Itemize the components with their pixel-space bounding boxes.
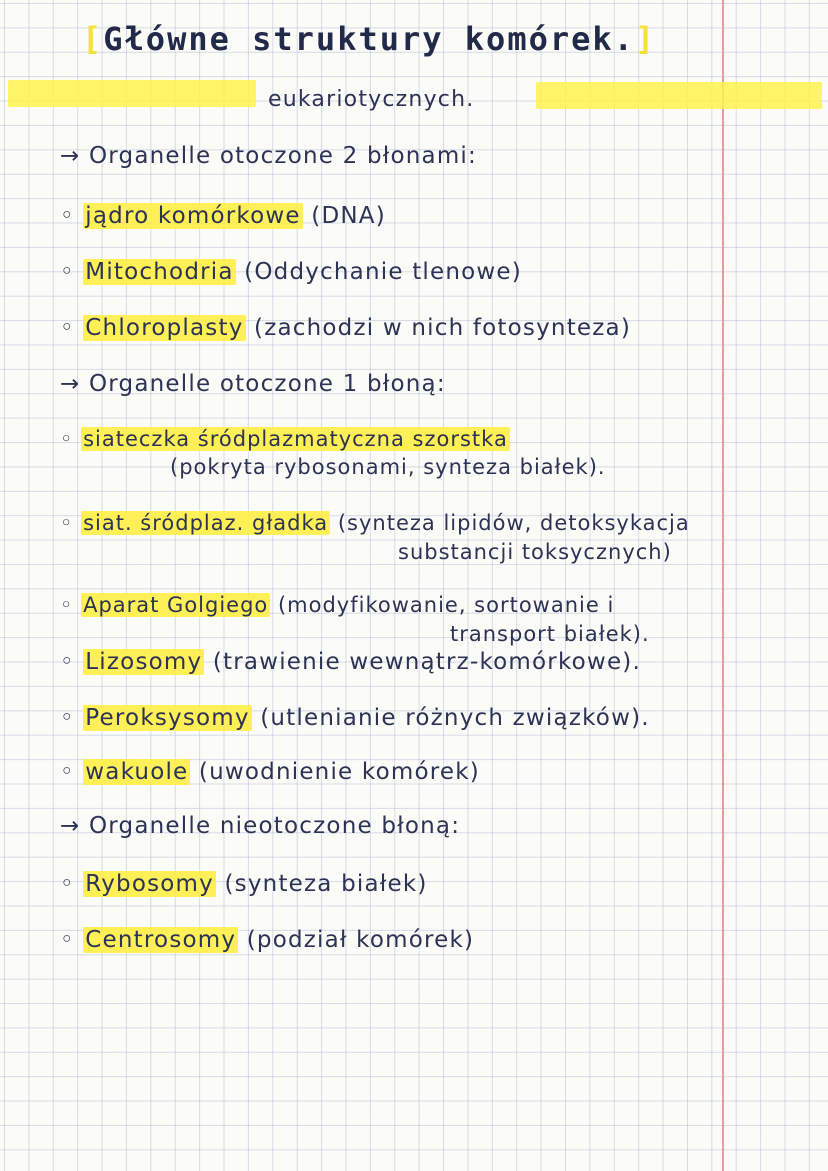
section-heading	[60, 372, 446, 397]
item-desc: (pokryta rybosonami, synteza białek).	[170, 455, 606, 479]
section-heading	[60, 144, 477, 169]
item-term: wakuole	[85, 759, 189, 785]
list-item	[60, 260, 522, 285]
title-highlight-band-left	[8, 80, 256, 107]
item-term: siat. śródplaz. gładka	[83, 511, 329, 535]
title-bracket-open: [	[82, 20, 104, 58]
arrow-icon: →	[60, 371, 81, 397]
bullet-icon: ◦	[60, 203, 75, 229]
list-item	[60, 594, 614, 617]
title-line-1: Główne struktury komórek.	[103, 20, 635, 58]
list-item	[60, 428, 510, 451]
item-desc: (Oddychanie tlenowe)	[244, 259, 522, 285]
title-bracket-close: ]	[634, 20, 657, 58]
bullet-icon: ◦	[60, 705, 75, 731]
margin-line	[722, 0, 724, 1171]
item-term: Mitochodria	[85, 259, 234, 285]
bullet-icon: ◦	[60, 427, 74, 451]
item-term: siateczka śródplazmatyczna szorstka	[83, 427, 508, 451]
item-term: Aparat Golgiego	[83, 593, 269, 617]
item-desc: (uwodnienie komórek)	[198, 759, 480, 785]
list-item	[60, 928, 474, 953]
item-desc-continued: substancji toksycznych)	[398, 540, 672, 564]
list-item	[60, 650, 641, 675]
section-heading	[60, 814, 460, 839]
bullet-icon: ◦	[60, 315, 75, 341]
bullet-icon: ◦	[60, 593, 74, 617]
list-item	[60, 760, 480, 785]
item-term: Rybosomy	[85, 871, 214, 897]
item-desc: (DNA)	[311, 203, 386, 229]
item-desc: (synteza lipidów, detoksykacja	[337, 511, 690, 535]
list-item	[60, 872, 428, 897]
bullet-icon: ◦	[60, 759, 75, 785]
item-desc: (modyfikowanie, sortowanie i	[277, 593, 615, 617]
bullet-icon: ◦	[60, 927, 75, 953]
bullet-icon: ◦	[60, 871, 75, 897]
item-term: Lizosomy	[85, 649, 203, 675]
bullet-icon: ◦	[60, 511, 74, 535]
item-desc: (trawienie wewnątrz-komórkowe).	[212, 649, 641, 675]
list-item	[60, 204, 386, 229]
bullet-icon: ◦	[60, 649, 75, 675]
list-item	[60, 706, 650, 731]
page-title	[82, 20, 656, 58]
section-heading-text: Organelle nieotoczone błoną:	[89, 813, 461, 839]
item-term: Centrosomy	[85, 927, 237, 953]
item-term: jądro komórkowe	[85, 203, 301, 229]
item-desc: (zachodzi w nich fotosynteza)	[254, 315, 632, 341]
title-line-2: eukariotycznych.	[268, 87, 475, 112]
list-item	[60, 316, 631, 341]
arrow-icon: →	[60, 813, 81, 839]
item-desc: (podział komórek)	[246, 927, 475, 953]
item-desc: (utlenianie różnych związków).	[260, 705, 650, 731]
list-item	[60, 512, 690, 535]
title-highlight-band-right	[536, 82, 822, 109]
item-desc: (synteza białek)	[224, 871, 428, 897]
item-term: Peroksysomy	[85, 705, 250, 731]
item-desc-continued: transport białek).	[450, 622, 650, 646]
bullet-icon: ◦	[60, 259, 75, 285]
item-term: Chloroplasty	[85, 315, 244, 341]
section-heading-text: Organelle otoczone 1 błoną:	[89, 371, 446, 397]
arrow-icon: →	[60, 143, 81, 169]
section-heading-text: Organelle otoczone 2 błonami:	[89, 143, 477, 169]
